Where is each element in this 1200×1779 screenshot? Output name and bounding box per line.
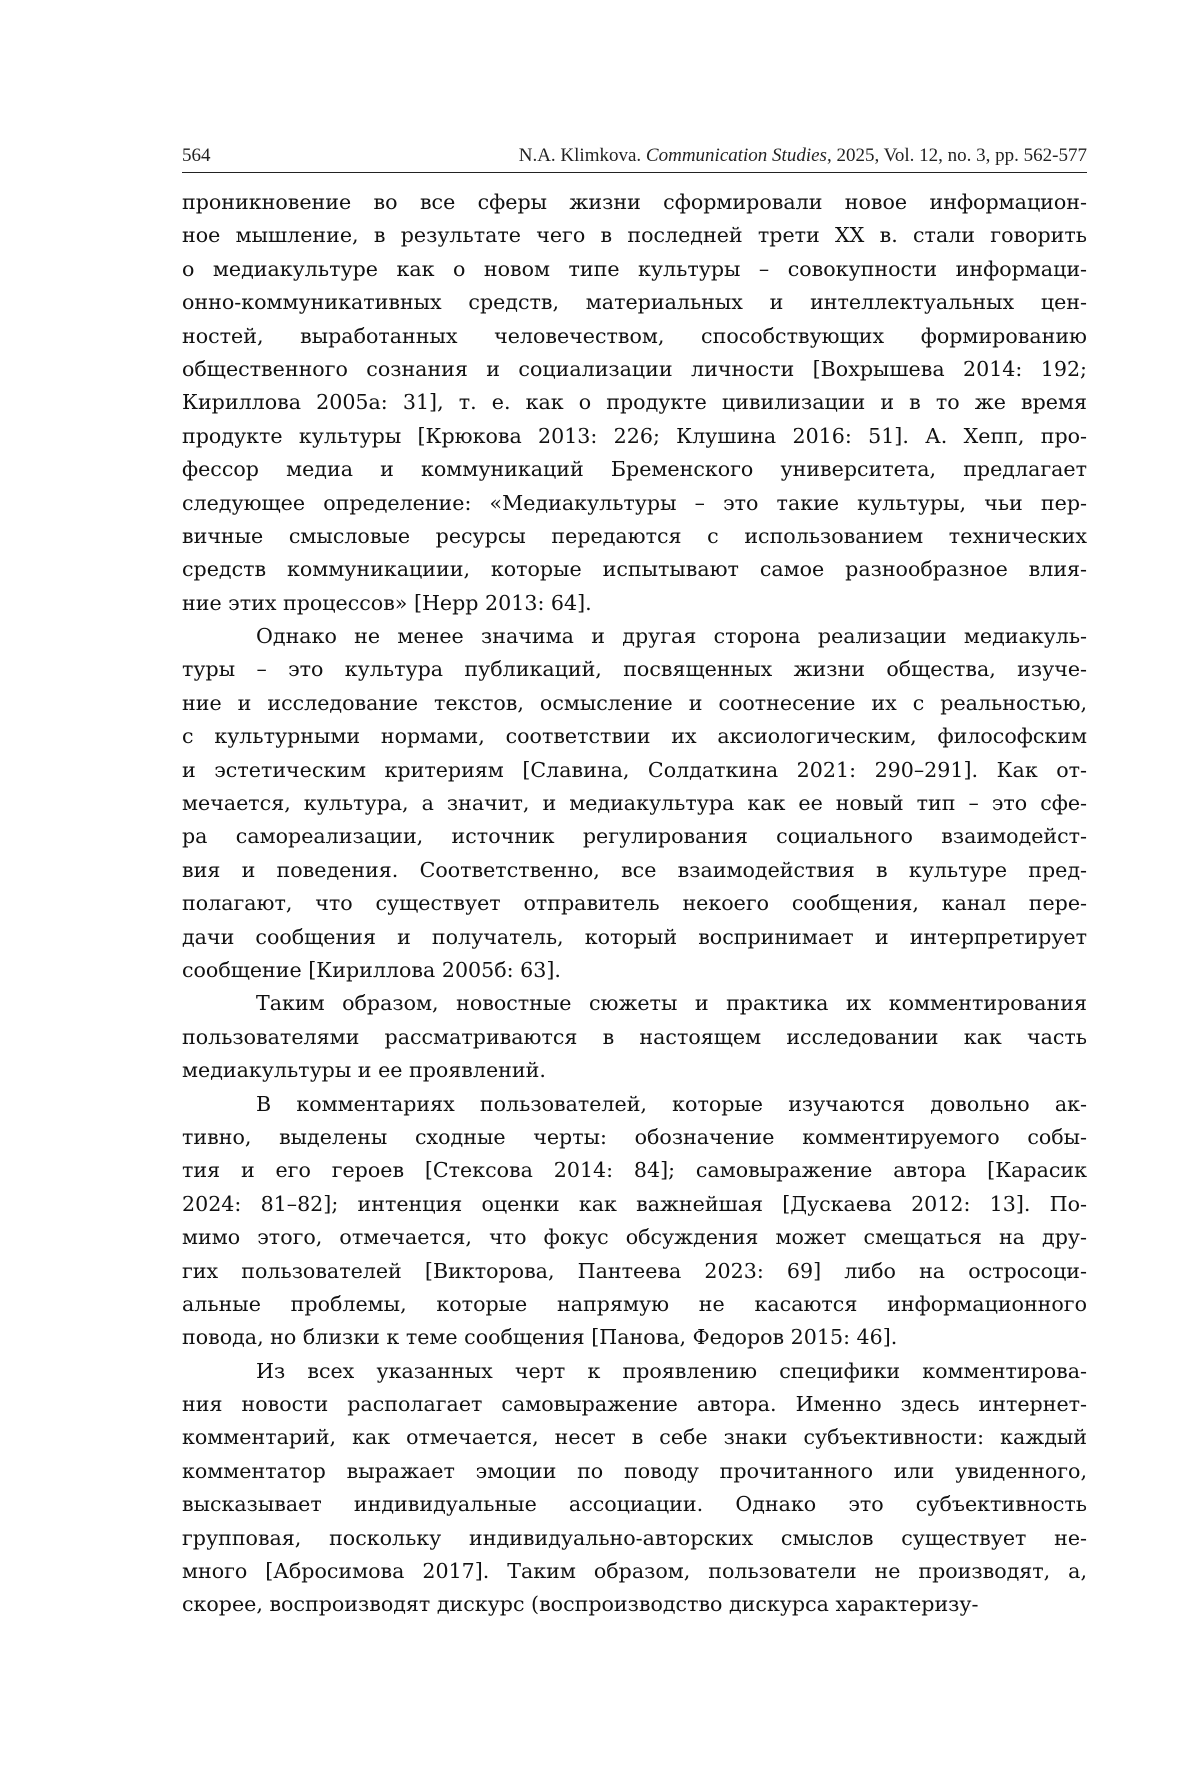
- text-line: ния новости располагает самовыражение автора. Именно здесь интернет-: [182, 1392, 1087, 1417]
- paragraph: [182, 987, 1087, 1087]
- text-line: проникновение во все сферы жизни сформировали новое информацион-: [182, 190, 1087, 214]
- text-line: тивно, выделены сходные черты: обозначение комментируемого собы-: [182, 1124, 1087, 1149]
- text-line: гих пользователей [Викторова, Пантеева 2023: 69] либо на остросоци-: [182, 1258, 1087, 1283]
- text-line: мимо этого, отмечается, что фокус обсуждения может смещаться на дру-: [182, 1225, 1087, 1250]
- text-line: общественного сознания и социализации личности [Вохрышева 2014: 192;: [182, 356, 1087, 381]
- text-line: ние этих процессов» [Hepp 2013: 64].: [182, 590, 592, 615]
- text-line: и эстетическим критериям [Славина, Солдаткина 2021: 290–291]. Как от-: [182, 757, 1087, 782]
- text-line: скорее, воспроизводят дискурс (воспроизводство дискурса характеризу-: [182, 1592, 979, 1617]
- page-number: 564: [182, 145, 211, 166]
- text-line: высказывает индивидуальные ассоциации. Однако это субъективность: [182, 1492, 1087, 1517]
- text-line: средств коммуникациии, которые испытывают самое разнообразное влия-: [182, 557, 1087, 582]
- text-line: с культурными нормами, соответствии их аксиологическим, философским: [182, 724, 1087, 749]
- text-line: ное мышление, в результате чего в последней трети XX в. стали говорить: [182, 223, 1087, 248]
- text-line: вия и поведения. Соответственно, все взаимодействия в культуре пред-: [182, 857, 1087, 882]
- text-line: альные проблемы, которые напрямую не касаются информационного: [182, 1291, 1087, 1316]
- author-name: N.A. Klimkova.: [518, 145, 642, 166]
- paragraph: [182, 186, 1087, 620]
- text-line: групповая, поскольку индивидуально-авторских смыслов существует не-: [182, 1525, 1087, 1550]
- text-line: Кириллова 2005а: 31], т. е. как о продукте цивилизации и в то же время: [182, 390, 1087, 415]
- text-line: фессор медиа и коммуникаций Бременского университета, предлагает: [182, 457, 1087, 482]
- text-line: Однако не менее значима и другая сторона реализации медиакуль-: [256, 624, 1087, 649]
- text-line: дачи сообщения и получатель, который воспринимает и интерпретирует: [182, 924, 1087, 949]
- text-line: ностей, выработанных человечеством, способствующих формированию: [182, 323, 1087, 348]
- text-line: ние и исследование текстов, осмысление и соотнесение их с реальностью,: [182, 690, 1087, 715]
- text-line: повода, но близки к теме сообщения [Панова, Федоров 2015: 46].: [182, 1325, 898, 1350]
- text-line: много [Абросимова 2017]. Таким образом, пользователи не производят, а,: [182, 1559, 1087, 1584]
- paragraph: [182, 1088, 1087, 1355]
- journal-title: Communication Studies: [645, 145, 827, 166]
- text-line: медиакультуры и ее проявлений.: [182, 1058, 546, 1083]
- text-line: мечается, культура, а значит, и медиакультура как ее новый тип – это сфе-: [182, 791, 1087, 816]
- text-line: комментатор выражает эмоции по поводу прочитанного или увиденного,: [182, 1458, 1087, 1483]
- text-line: комментарий, как отмечается, несет в себе знаки субъективности: каждый: [182, 1425, 1087, 1450]
- issue-info: , 2025, Vol. 12, no. 3, pp. 562-577: [826, 145, 1087, 166]
- text-line: продукте культуры [Крюкова 2013: 226; Клушина 2016: 51]. А. Хепп, про-: [182, 423, 1087, 448]
- body-text: [182, 186, 1087, 1622]
- text-line: 2024: 81–82]; интенция оценки как важнейшая [Дускаева 2012: 13]. По-: [182, 1191, 1087, 1216]
- text-line: туры – это культура публикаций, посвященных жизни общества, изуче-: [182, 657, 1087, 682]
- text-line: В комментариях пользователей, которые изучаются довольно ак-: [256, 1091, 1087, 1116]
- text-line: вичные смысловые ресурсы передаются с использованием технических: [182, 523, 1087, 548]
- text-line: Таким образом, новостные сюжеты и практика их комментирования: [256, 991, 1087, 1016]
- text-line: Из всех указанных черт к проявлению специфики комментирова-: [256, 1358, 1087, 1383]
- text-line: о медиакультуре как о новом типе культуры – совокупности информаци-: [182, 256, 1087, 281]
- text-line: ра самореализации, источник регулирования социального взаимодейст-: [182, 824, 1087, 849]
- text-line: следующее определение: «Медиакультуры – это такие культуры, чьи пер-: [182, 490, 1087, 515]
- running-header: [182, 144, 1087, 173]
- paragraph: [182, 620, 1087, 987]
- text-line: тия и его героев [Стексова 2014: 84]; самовыражение автора [Карасик: [182, 1158, 1087, 1183]
- paragraph: [182, 1355, 1087, 1622]
- text-line: пользователями рассматриваются в настоящем исследовании как часть: [182, 1024, 1087, 1049]
- text-line: сообщение [Кириллова 2005б: 63].: [182, 957, 561, 982]
- text-line: онно-коммуникативных средств, материальных и интеллектуальных цен-: [182, 290, 1087, 315]
- journal-citation: [519, 146, 1087, 166]
- text-line: полагают, что существует отправитель некоего сообщения, канал пере-: [182, 891, 1087, 916]
